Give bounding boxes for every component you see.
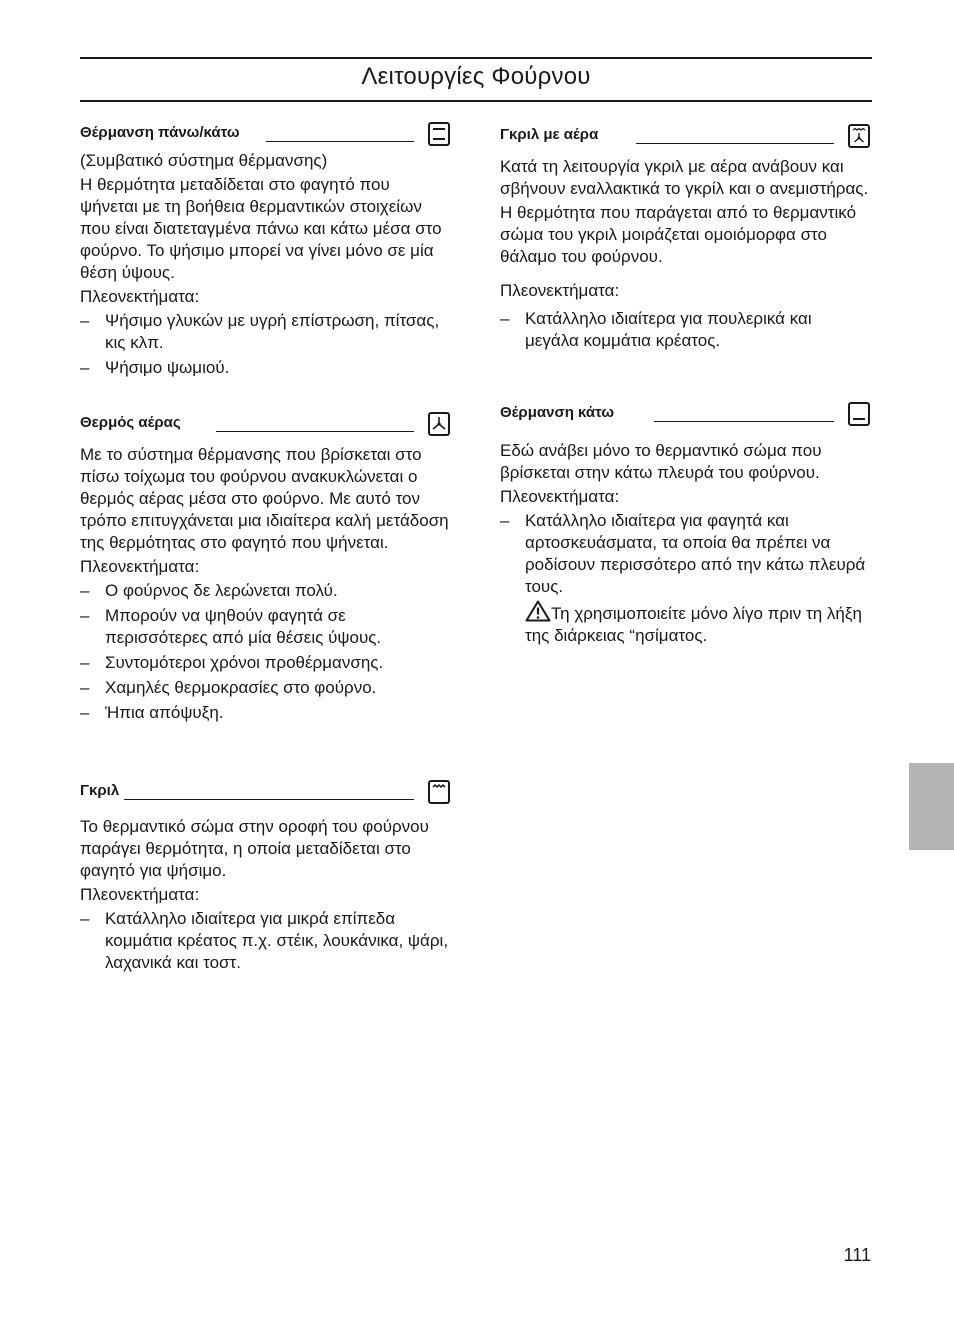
header-line	[266, 141, 414, 142]
header-bottom-rule	[80, 100, 872, 102]
list-item: – Ήπια απόψυξη.	[80, 703, 224, 722]
header-line	[216, 431, 414, 432]
paragraph: Το θερμαντικό σώμα στην οροφή του φούρνου παράγει θερμότητα, η οποία μεταδίδεται στο φαγητό για ψήσιμο.	[80, 817, 429, 880]
advantages-label: Πλεονεκτήματα:	[80, 287, 200, 306]
list-item: – Κατάλληλο ιδιαίτερα για πουλερικά και μεγάλα κομμάτια κρέατος.	[500, 309, 812, 350]
section-title: Θέρμανση κάτω	[500, 402, 618, 424]
advantages-label: Πλεονεκτήματα:	[500, 487, 620, 506]
section-hot-air	[80, 412, 450, 724]
top-bottom-heat-icon	[428, 122, 450, 146]
list-item: – Κατάλληλο ιδιαίτερα για μικρά επίπεδα κομμάτια κρέατος π.χ. στέικ, λουκάνικα, ψάρι, λαχανικά και τοστ.	[80, 909, 449, 972]
list-item: – Κατάλληλο ιδιαίτερα για φαγητά και αρτοσκευάσματα, τα οποία θα πρέπει να ροδίσουν περισσότερο από την κάτω πλευρά τους.	[500, 511, 866, 596]
advantages-list	[80, 908, 450, 974]
section-grill	[80, 780, 450, 974]
paragraph: Εδώ ανάβει μόνο το θερμαντικό σώμα που βρίσκεται στην κάτω πλευρά του φούρνου.	[500, 441, 822, 482]
list-item: – Ο φούρνος δε λερώνεται πολύ.	[80, 581, 338, 600]
page-title: Λειτουργίες Φούρνου	[361, 63, 591, 90]
paragraph: Κατά τη λειτουργία γκριλ με αέρα ανάβουν και σβήνουν εναλλακτικά το γκρίλ και ο ανεμιστήρας.	[500, 157, 869, 198]
advantages-list	[80, 580, 450, 724]
section-header	[80, 412, 450, 440]
fan-icon	[428, 412, 450, 436]
section-bottom-heat	[500, 402, 870, 647]
advantages-label: Πλεονεκτήματα:	[500, 281, 620, 300]
page-number: 111	[843, 1245, 871, 1265]
section-header	[80, 780, 450, 808]
section-title: Γκριλ με αέρα	[500, 124, 602, 146]
section-header	[80, 122, 450, 150]
section-header	[500, 124, 870, 152]
warning-note	[500, 600, 870, 647]
section-top-bottom-heat	[80, 122, 450, 379]
top-rule	[80, 57, 872, 59]
header-line	[124, 799, 414, 800]
advantages-label: Πλεονεκτήματα:	[80, 885, 200, 904]
chapter-tab-marker	[909, 763, 954, 850]
section-grill-with-air	[500, 124, 870, 352]
paragraph: Η θερμότητα που παράγεται από το θερμαντικό σώμα του γκριλ μοιράζεται ομοιόμορφα στο θάλαμο του φούρνου.	[500, 203, 857, 266]
list-item: – Ψήσιμο ψωμιού.	[80, 358, 230, 377]
advantages-list	[500, 308, 870, 352]
list-item: – Μπορούν να ψηθούν φαγητά σε περισσότερες από μία θέσεις ύψους.	[80, 606, 382, 647]
bottom-heat-icon	[848, 402, 870, 426]
grill-fan-icon	[848, 124, 870, 148]
advantages-list	[80, 310, 450, 379]
paragraph: Η θερμότητα μεταδίδεται στο φαγητό που ψήνεται με τη βοήθεια θερμαντικών στοιχείων που είναι διατεταγμένα πάνω και κάτω μέσα στο φούρνο. Το ψήσιμο μπορεί να γίνει μόνο σε μία θέση ύψους.	[80, 175, 442, 282]
warning-text: Τη χρησιμοποιείτε μόνο λίγο πριν τη λήξη της διάρκειας “ησίματος.	[525, 604, 862, 645]
section-header	[500, 402, 870, 430]
list-item: – Συντομότεροι χρόνοι προθέρμανσης.	[80, 653, 384, 672]
header-line	[654, 421, 834, 422]
grill-icon	[428, 780, 450, 804]
paragraph: Με το σύστημα θέρμανσης που βρίσκεται στο πίσω τοίχωμα του φούρνου ανακυκλώνεται ο θερμός αέρας μέσα στο φούρνο. Με αυτό τον τρόπο επιτυγχάνεται μια ιδιαίτερα καλή μετάδοση της θερμότητας στο φαγητό που ψήνεται.	[80, 445, 449, 552]
warning-icon	[525, 600, 551, 622]
section-title: Θερμός αέρας	[80, 412, 185, 434]
section-title: Γκριλ	[80, 780, 119, 802]
advantages-label: Πλεονεκτήματα:	[80, 557, 200, 576]
header-line	[636, 143, 834, 144]
advantages-list	[500, 510, 870, 647]
section-title: Θέρμανση πάνω/κάτω	[80, 122, 244, 144]
list-item: – Ψήσιμο γλυκών με υγρή επίστρωση, πίτσας, κις κλπ.	[80, 311, 440, 352]
paragraph: (Συμβατικό σύστημα θέρμανσης)	[80, 151, 328, 170]
list-item: – Χαμηλές θερμοκρασίες στο φούρνο.	[80, 678, 377, 697]
